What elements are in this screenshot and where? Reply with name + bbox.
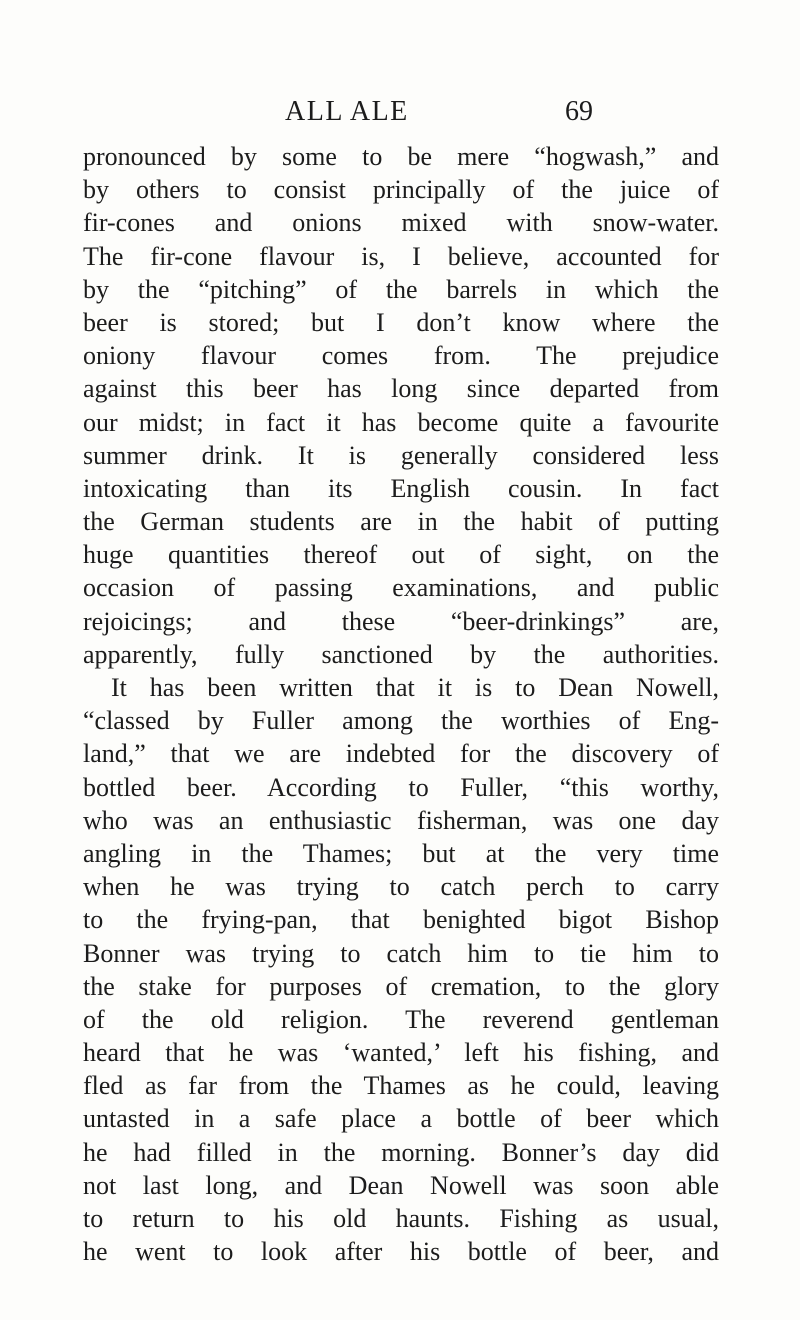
text-line: to the frying-pan, that benighted bigot Bishop	[83, 905, 719, 935]
text-line: heard that he was ‘wanted,’ left his fishing, and	[83, 1038, 719, 1068]
text-line: to return to his old haunts. Fishing as usual,	[83, 1204, 719, 1233]
page-number: 69	[565, 96, 593, 127]
text-line: of the old religion. The reverend gentleman	[83, 1004, 719, 1034]
text-line: by the “pitching” of the barrels in which the	[83, 274, 719, 304]
running-head	[0, 92, 800, 132]
text-line: apparently, fully sanctioned by the authorities.	[83, 639, 719, 669]
text-line: beer is stored; but I don’t know where the	[83, 307, 719, 337]
text-line: our midst; in fact it has become quite a favourite	[83, 407, 719, 437]
text-line: summer drink. It is generally considered less	[83, 440, 719, 470]
text-line: who was an enthusiastic fisherman, was one day	[83, 805, 719, 835]
running-head-title: ALL ALE	[285, 96, 409, 127]
text-line: “classed by Fuller among the worthies of Eng-	[83, 706, 719, 736]
text-line: not last long, and Dean Nowell was soon able	[83, 1170, 719, 1200]
text-line: he went to look after his bottle of beer, and	[83, 1237, 719, 1267]
text-line: land,” that we are indebted for the discovery of	[83, 739, 719, 769]
text-line: he had filled in the morning. Bonner’s day did	[83, 1137, 719, 1167]
text-line: occasion of passing examinations, and public	[83, 573, 719, 603]
text-line: It has been written that it is to Dean Nowell,	[111, 673, 719, 702]
text-line: angling in the Thames; but at the very time	[83, 838, 719, 868]
text-line: fled as far from the Thames as he could, leaving	[83, 1071, 719, 1101]
text-line: fir-cones and onions mixed with snow-water.	[83, 208, 719, 238]
text-line: by others to consist principally of the juice of	[83, 175, 719, 205]
text-line: pronounced by some to be mere “hogwash,” and	[83, 142, 719, 171]
text-line: bottled beer. According to Fuller, “this worthy,	[83, 772, 719, 802]
text-line: rejoicings; and these “beer-drinkings” are,	[83, 606, 719, 636]
text-line: huge quantities thereof out of sight, on the	[83, 540, 719, 570]
text-line: The fir-cone flavour is, I believe, accounted for	[83, 241, 719, 271]
text-line: when he was trying to catch perch to carry	[83, 872, 719, 902]
text-line: against this beer has long since departed from	[83, 374, 719, 404]
text-line: the stake for purposes of cremation, to the glory	[83, 971, 719, 1001]
text-line: untasted in a safe place a bottle of beer which	[83, 1104, 719, 1134]
text-line: intoxicating than its English cousin. In fact	[83, 473, 719, 503]
body-text	[83, 140, 719, 1268]
text-line: the German students are in the habit of putting	[83, 507, 719, 537]
text-line: Bonner was trying to catch him to tie him to	[83, 938, 719, 968]
text-line: oniony flavour comes from. The prejudice	[83, 341, 719, 371]
